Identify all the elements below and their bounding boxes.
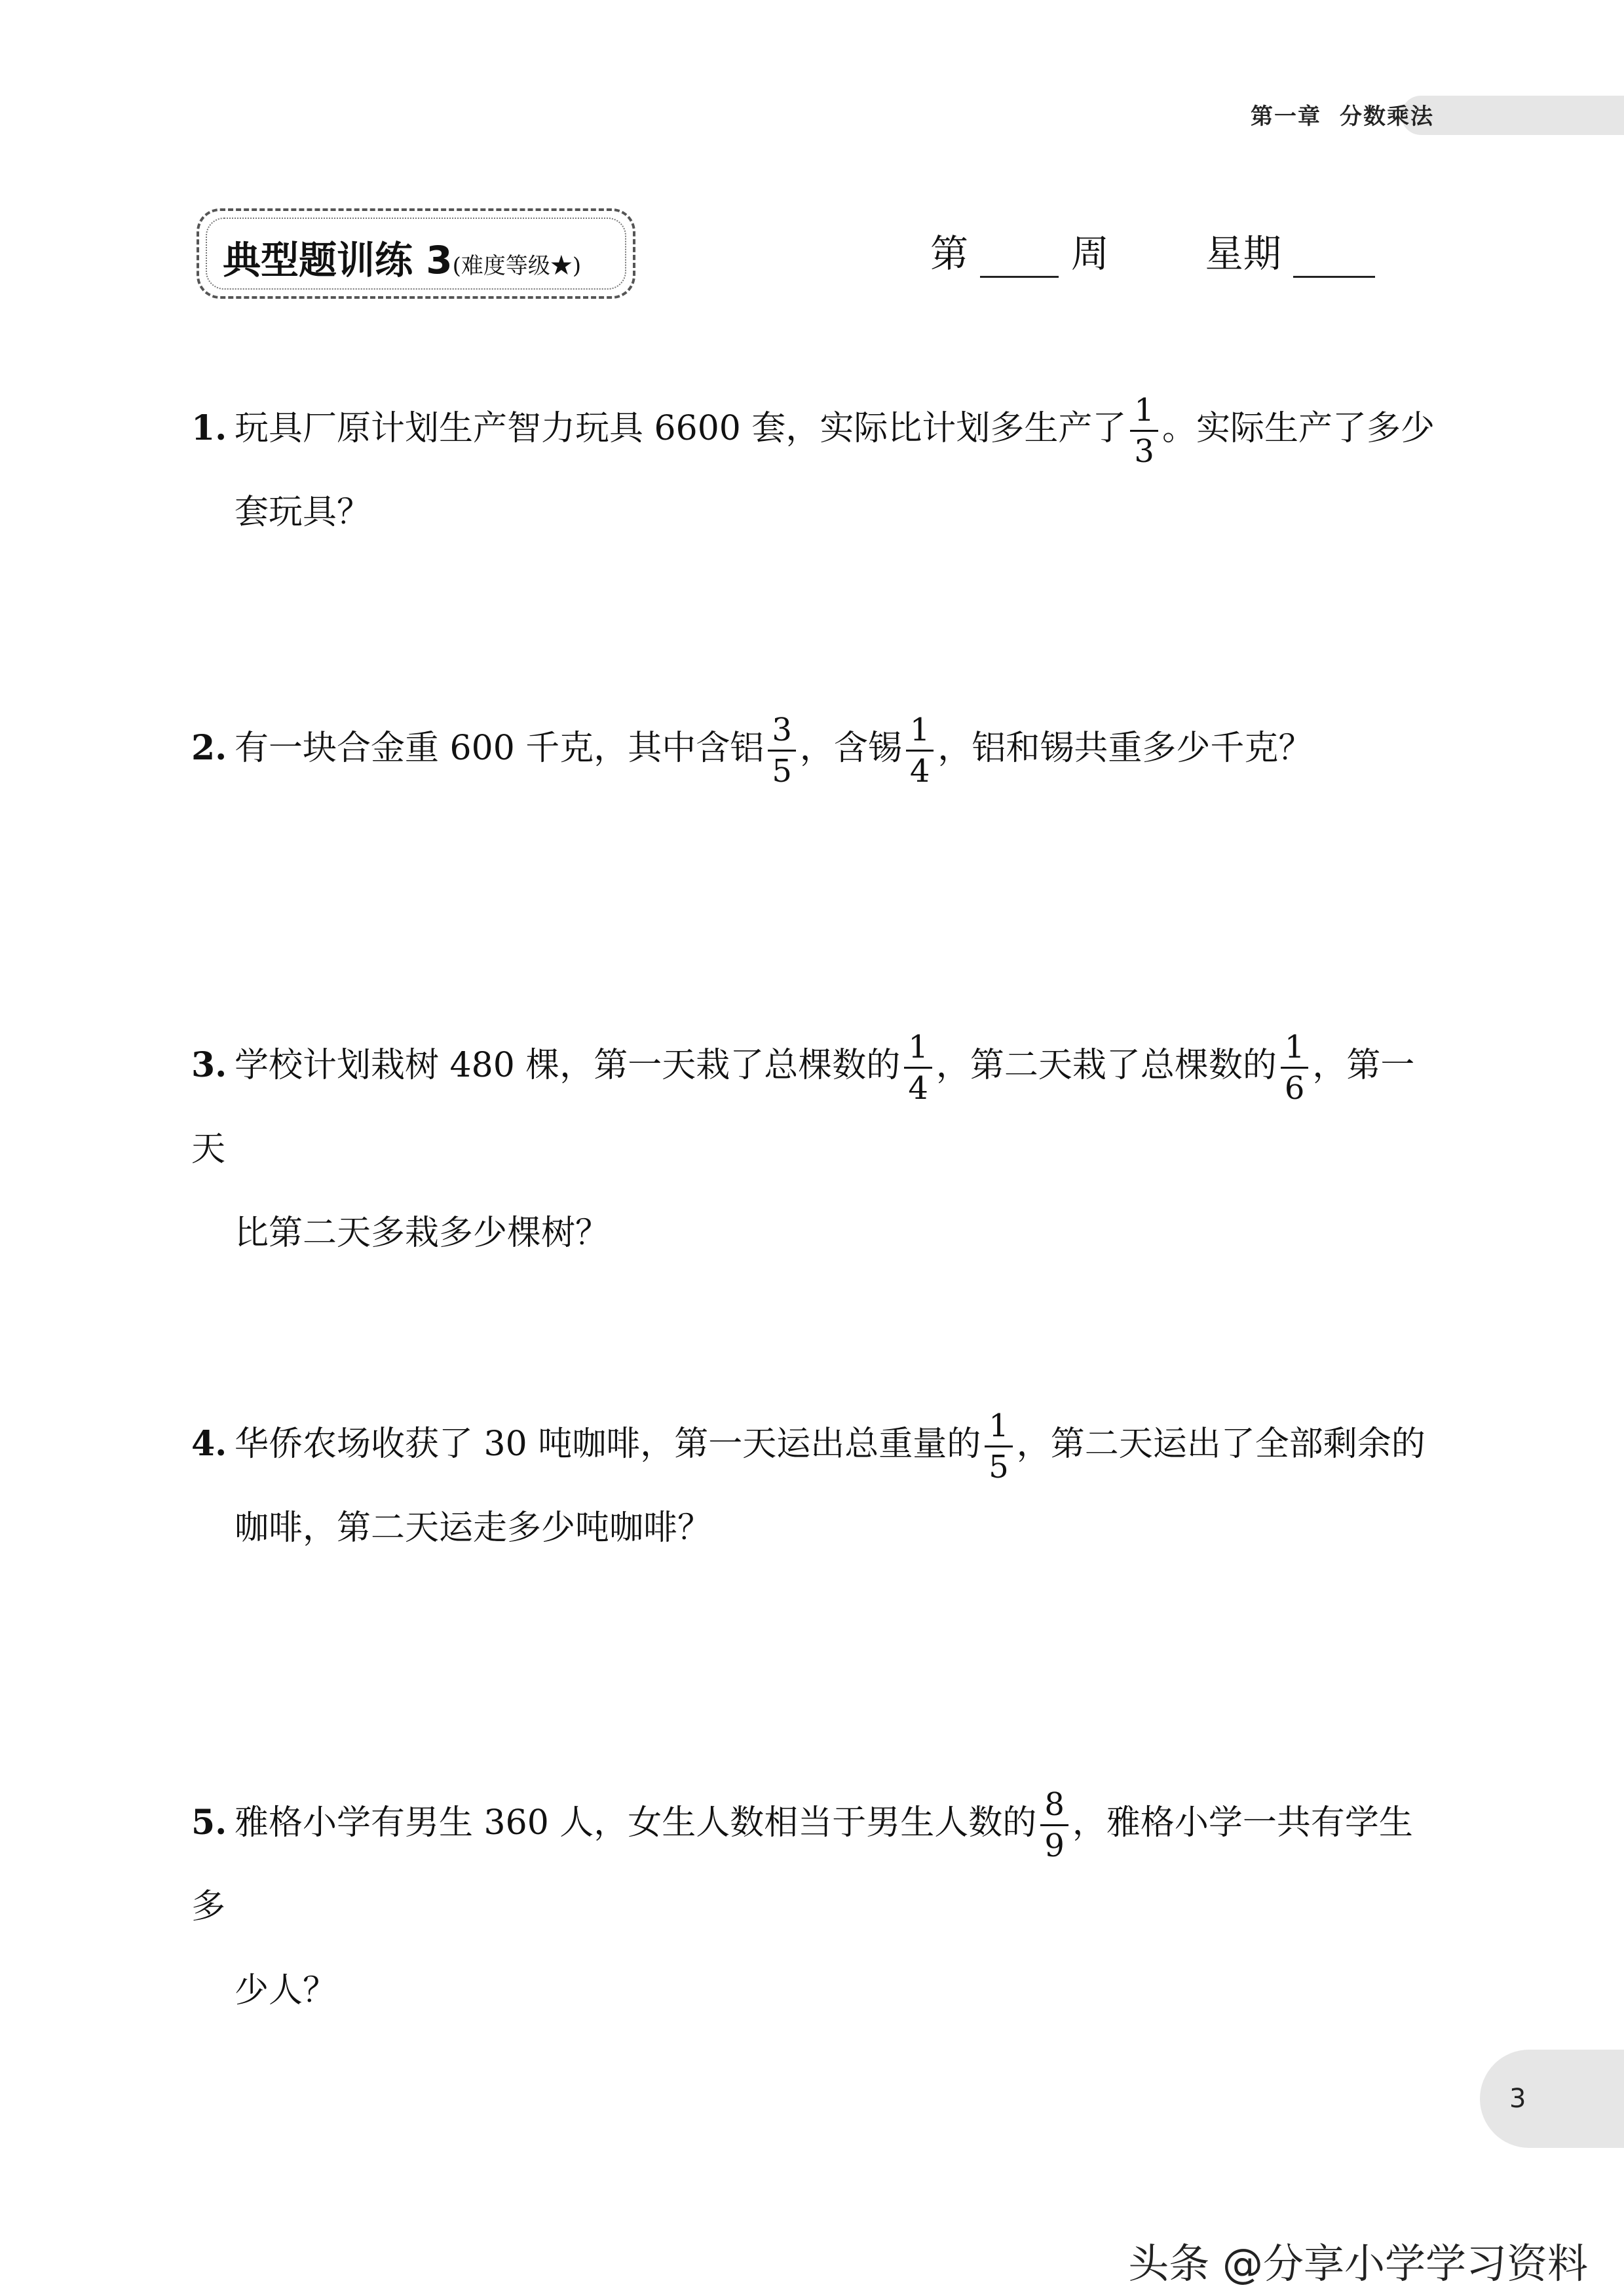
question-text: ，雅格小学一共有学生多 xyxy=(191,1803,1413,1926)
question-number: 1. xyxy=(191,408,227,448)
weekday-label: 星期 xyxy=(1205,231,1281,276)
question-text-continued: 少人？ xyxy=(235,1971,337,2010)
question-text: 。实际生产了多少 xyxy=(1161,409,1435,448)
fraction-denominator: 9 xyxy=(1040,1824,1068,1862)
fraction-numerator: 1 xyxy=(1284,1029,1305,1065)
question-text: ，第一天 xyxy=(191,1046,1415,1169)
question-text: ，第二天栽了总棵数的 xyxy=(935,1046,1277,1085)
fraction-denominator: 5 xyxy=(985,1445,1013,1483)
title-difficulty: (难度等级★) xyxy=(452,253,582,279)
chapter-tab xyxy=(1401,96,1624,135)
fraction-denominator: 5 xyxy=(768,750,796,787)
weekday-blank[interactable] xyxy=(1293,243,1375,278)
question-text: 学校计划栽树 480 棵，第一天栽了总棵数的 xyxy=(235,1046,901,1085)
fraction-numerator: 1 xyxy=(908,1029,928,1065)
fraction-numerator: 1 xyxy=(989,1407,1009,1444)
fraction xyxy=(1281,1029,1309,1107)
question-text-continued: 比第二天多栽多少棵树？ xyxy=(235,1214,610,1253)
fraction xyxy=(906,712,934,790)
question-number: 4. xyxy=(191,1424,227,1464)
chapter-header xyxy=(1251,98,1434,130)
question-number: 2. xyxy=(191,728,227,768)
week-blank[interactable] xyxy=(980,243,1059,278)
question-text: ，含锡 xyxy=(799,729,902,768)
question-4 xyxy=(191,1402,1436,1570)
question-text: 玩具厂原计划生产智力玩具 6600 套，实际比计划多生产了 xyxy=(235,409,1127,448)
watermark: 头条 @分享小学学习资料 xyxy=(1128,2240,1588,2287)
fraction-denominator: 6 xyxy=(1281,1067,1309,1104)
week-suffix: 周 xyxy=(1070,231,1109,276)
section-label: 分数乘法 xyxy=(1340,104,1434,130)
page-title xyxy=(223,229,581,284)
page-number: 3 xyxy=(1509,2084,1526,2114)
question-3 xyxy=(191,1024,1436,1275)
fraction xyxy=(985,1407,1013,1485)
schedule-row xyxy=(930,223,1375,278)
question-text: ，铝和锡共重多少千克？ xyxy=(937,729,1313,768)
fraction-numerator: 8 xyxy=(1044,1786,1065,1823)
question-text: 华侨农场收获了 30 吨咖啡，第一天运出总重量的 xyxy=(235,1425,981,1464)
chapter-label: 第一章 xyxy=(1251,104,1321,130)
question-text-continued: 咖啡，第二天运走多少吨咖啡？ xyxy=(235,1508,712,1548)
fraction xyxy=(768,712,796,790)
question-text: 有一块合金重 600 千克，其中含铝 xyxy=(235,729,765,768)
fraction-denominator: 4 xyxy=(906,750,934,787)
question-number: 5. xyxy=(191,1803,227,1843)
question-text-continued: 套玩具？ xyxy=(235,493,371,532)
fraction-denominator: 4 xyxy=(904,1067,932,1104)
fraction xyxy=(904,1029,932,1107)
fraction xyxy=(1130,392,1158,470)
question-text: ，第二天运出了全部剩余的 xyxy=(1016,1425,1426,1464)
question-text: 雅格小学有男生 360 人，女生人数相当于男生人数的 xyxy=(235,1803,1037,1843)
fraction xyxy=(1040,1786,1068,1864)
fraction-numerator: 1 xyxy=(909,712,930,748)
fraction-denominator: 3 xyxy=(1130,430,1158,467)
fraction-numerator: 3 xyxy=(772,712,792,748)
fraction-numerator: 1 xyxy=(1134,392,1154,429)
page-number-tab xyxy=(1480,2050,1624,2148)
question-2 xyxy=(191,706,1436,790)
question-5 xyxy=(191,1781,1436,2033)
week-prefix: 第 xyxy=(930,231,969,276)
question-1 xyxy=(191,387,1436,554)
question-number: 3. xyxy=(191,1045,227,1085)
title-main: 典型题训练 3 xyxy=(223,238,453,282)
